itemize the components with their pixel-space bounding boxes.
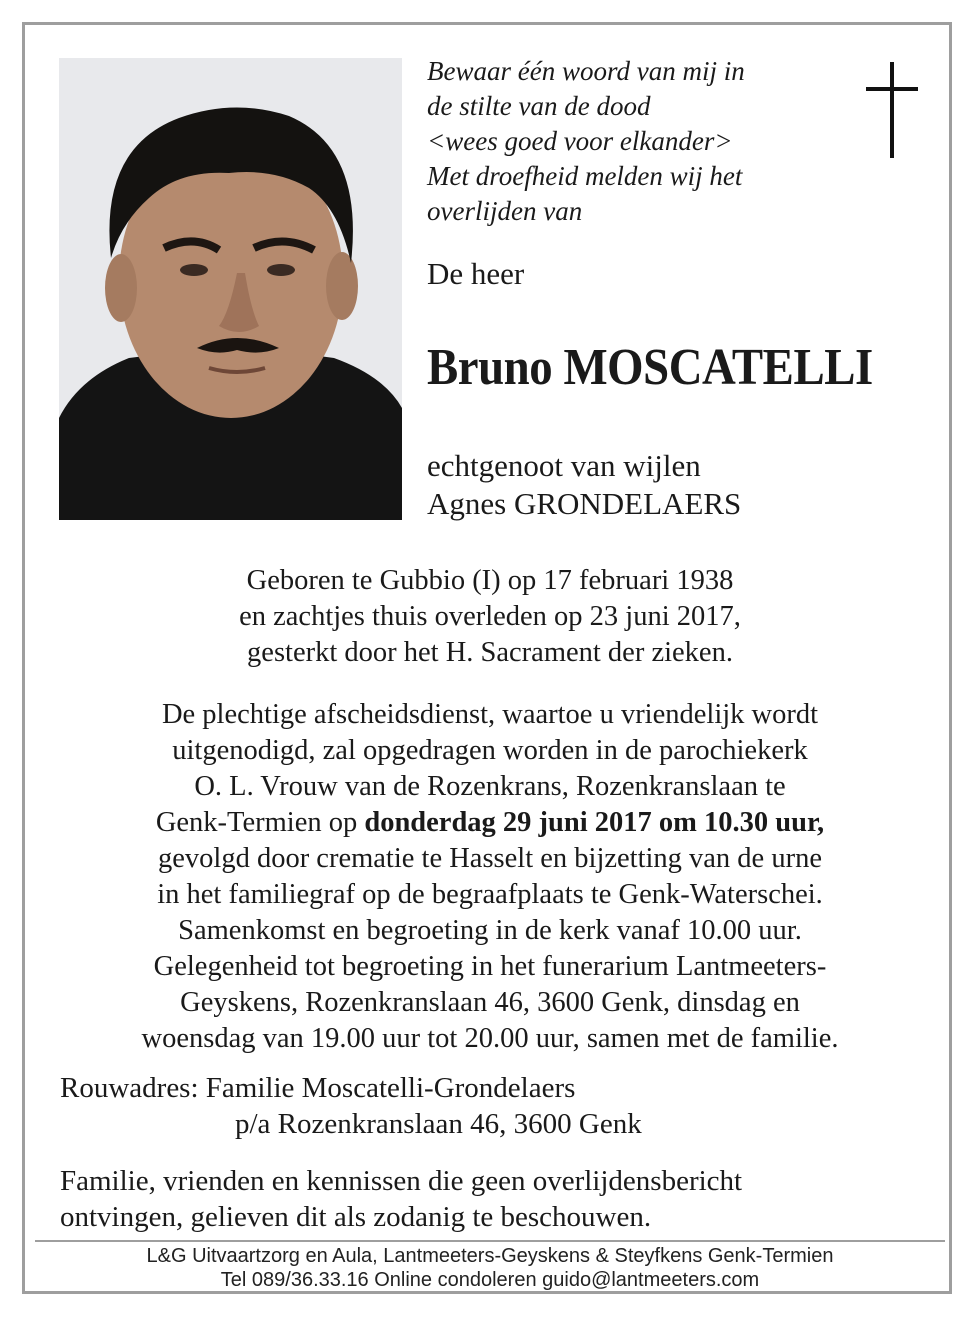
spouse-line: echtgenoot van wijlen — [427, 448, 701, 483]
portrait-photo — [59, 58, 402, 520]
born-line: gesterkt door het H. Sacrament der zieken. — [247, 637, 733, 668]
poem-line: Bewaar één woord van mij in — [427, 56, 745, 86]
born-line: en zachtjes thuis overleden op 23 juni 2017, — [239, 601, 741, 632]
service-date: donderdag 29 juni 2017 om 10.30 uur, — [364, 807, 825, 838]
service-line — [40, 805, 940, 841]
service-line: uitgenodigd, zal opgedragen worden in de parochiekerk — [172, 735, 808, 766]
service-line: Samenkomst en begroeting in de kerk vanaf 10.00 uur. — [178, 915, 802, 946]
spouse-name: Agnes GRONDELAERS — [427, 486, 742, 521]
title: De heer — [427, 256, 525, 291]
footer-contact: Tel 089/36.33.16 Online condoleren guido@lantmeeters.com — [220, 1269, 760, 1291]
poem-line: Met droefheid melden wij het — [427, 161, 743, 191]
service-line: in het familiegraf op de begraafplaats te Genk-Waterschei. — [157, 879, 823, 910]
poem-line: de stilte van de dood — [427, 91, 651, 121]
closing-note — [60, 1163, 742, 1235]
service-text: Genk-Termien op — [155, 807, 365, 838]
closing-line: Familie, vrienden en kennissen die geen overlijdensbericht — [60, 1165, 743, 1197]
footer-divider — [35, 1240, 945, 1242]
service-line: Geyskens, Rozenkranslaan 46, 3600 Genk, dinsdag en — [180, 987, 800, 1018]
mourning-address — [60, 1070, 642, 1142]
poem — [427, 54, 827, 229]
address-line: Rouwadres: Familie Moscatelli-Grondelaers — [60, 1072, 576, 1104]
service-line: O. L. Vrouw van de Rozenkrans, Rozenkranslaan te — [194, 771, 786, 802]
service-line: Gelegenheid tot begroeting in het funerarium Lantmeeters- — [153, 951, 827, 982]
poem-line: overlijden van — [427, 196, 583, 226]
closing-line: ontvingen, gelieven dit als zodanig te beschouwen. — [60, 1201, 652, 1233]
service-line: gevolgd door crematie te Hasselt en bijzetting van de urne — [158, 843, 822, 874]
poem-line: <wees goed voor elkander> — [427, 126, 733, 156]
service-info — [40, 697, 940, 1057]
born-line: Geboren te Gubbio (I) op 17 februari 1938 — [246, 565, 734, 596]
service-line: woensdag van 19.00 uur tot 20.00 uur, samen met de familie. — [141, 1023, 839, 1054]
footer-line: L&G Uitvaartzorg en Aula, Lantmeeters-Geyskens & Steyfkens Genk-Termien — [146, 1245, 834, 1267]
footer — [35, 1244, 945, 1292]
address-line: p/a Rozenkranslaan 46, 3600 Genk — [235, 1108, 642, 1140]
deceased-name: Bruno MOSCATELLI — [427, 339, 873, 396]
portrait-icon — [59, 58, 402, 520]
spouse-info — [427, 447, 741, 523]
service-line: De plechtige afscheidsdienst, waartoe u vriendelijk wordt — [161, 699, 819, 730]
cross-icon — [862, 60, 922, 160]
birth-death-info — [40, 563, 940, 671]
